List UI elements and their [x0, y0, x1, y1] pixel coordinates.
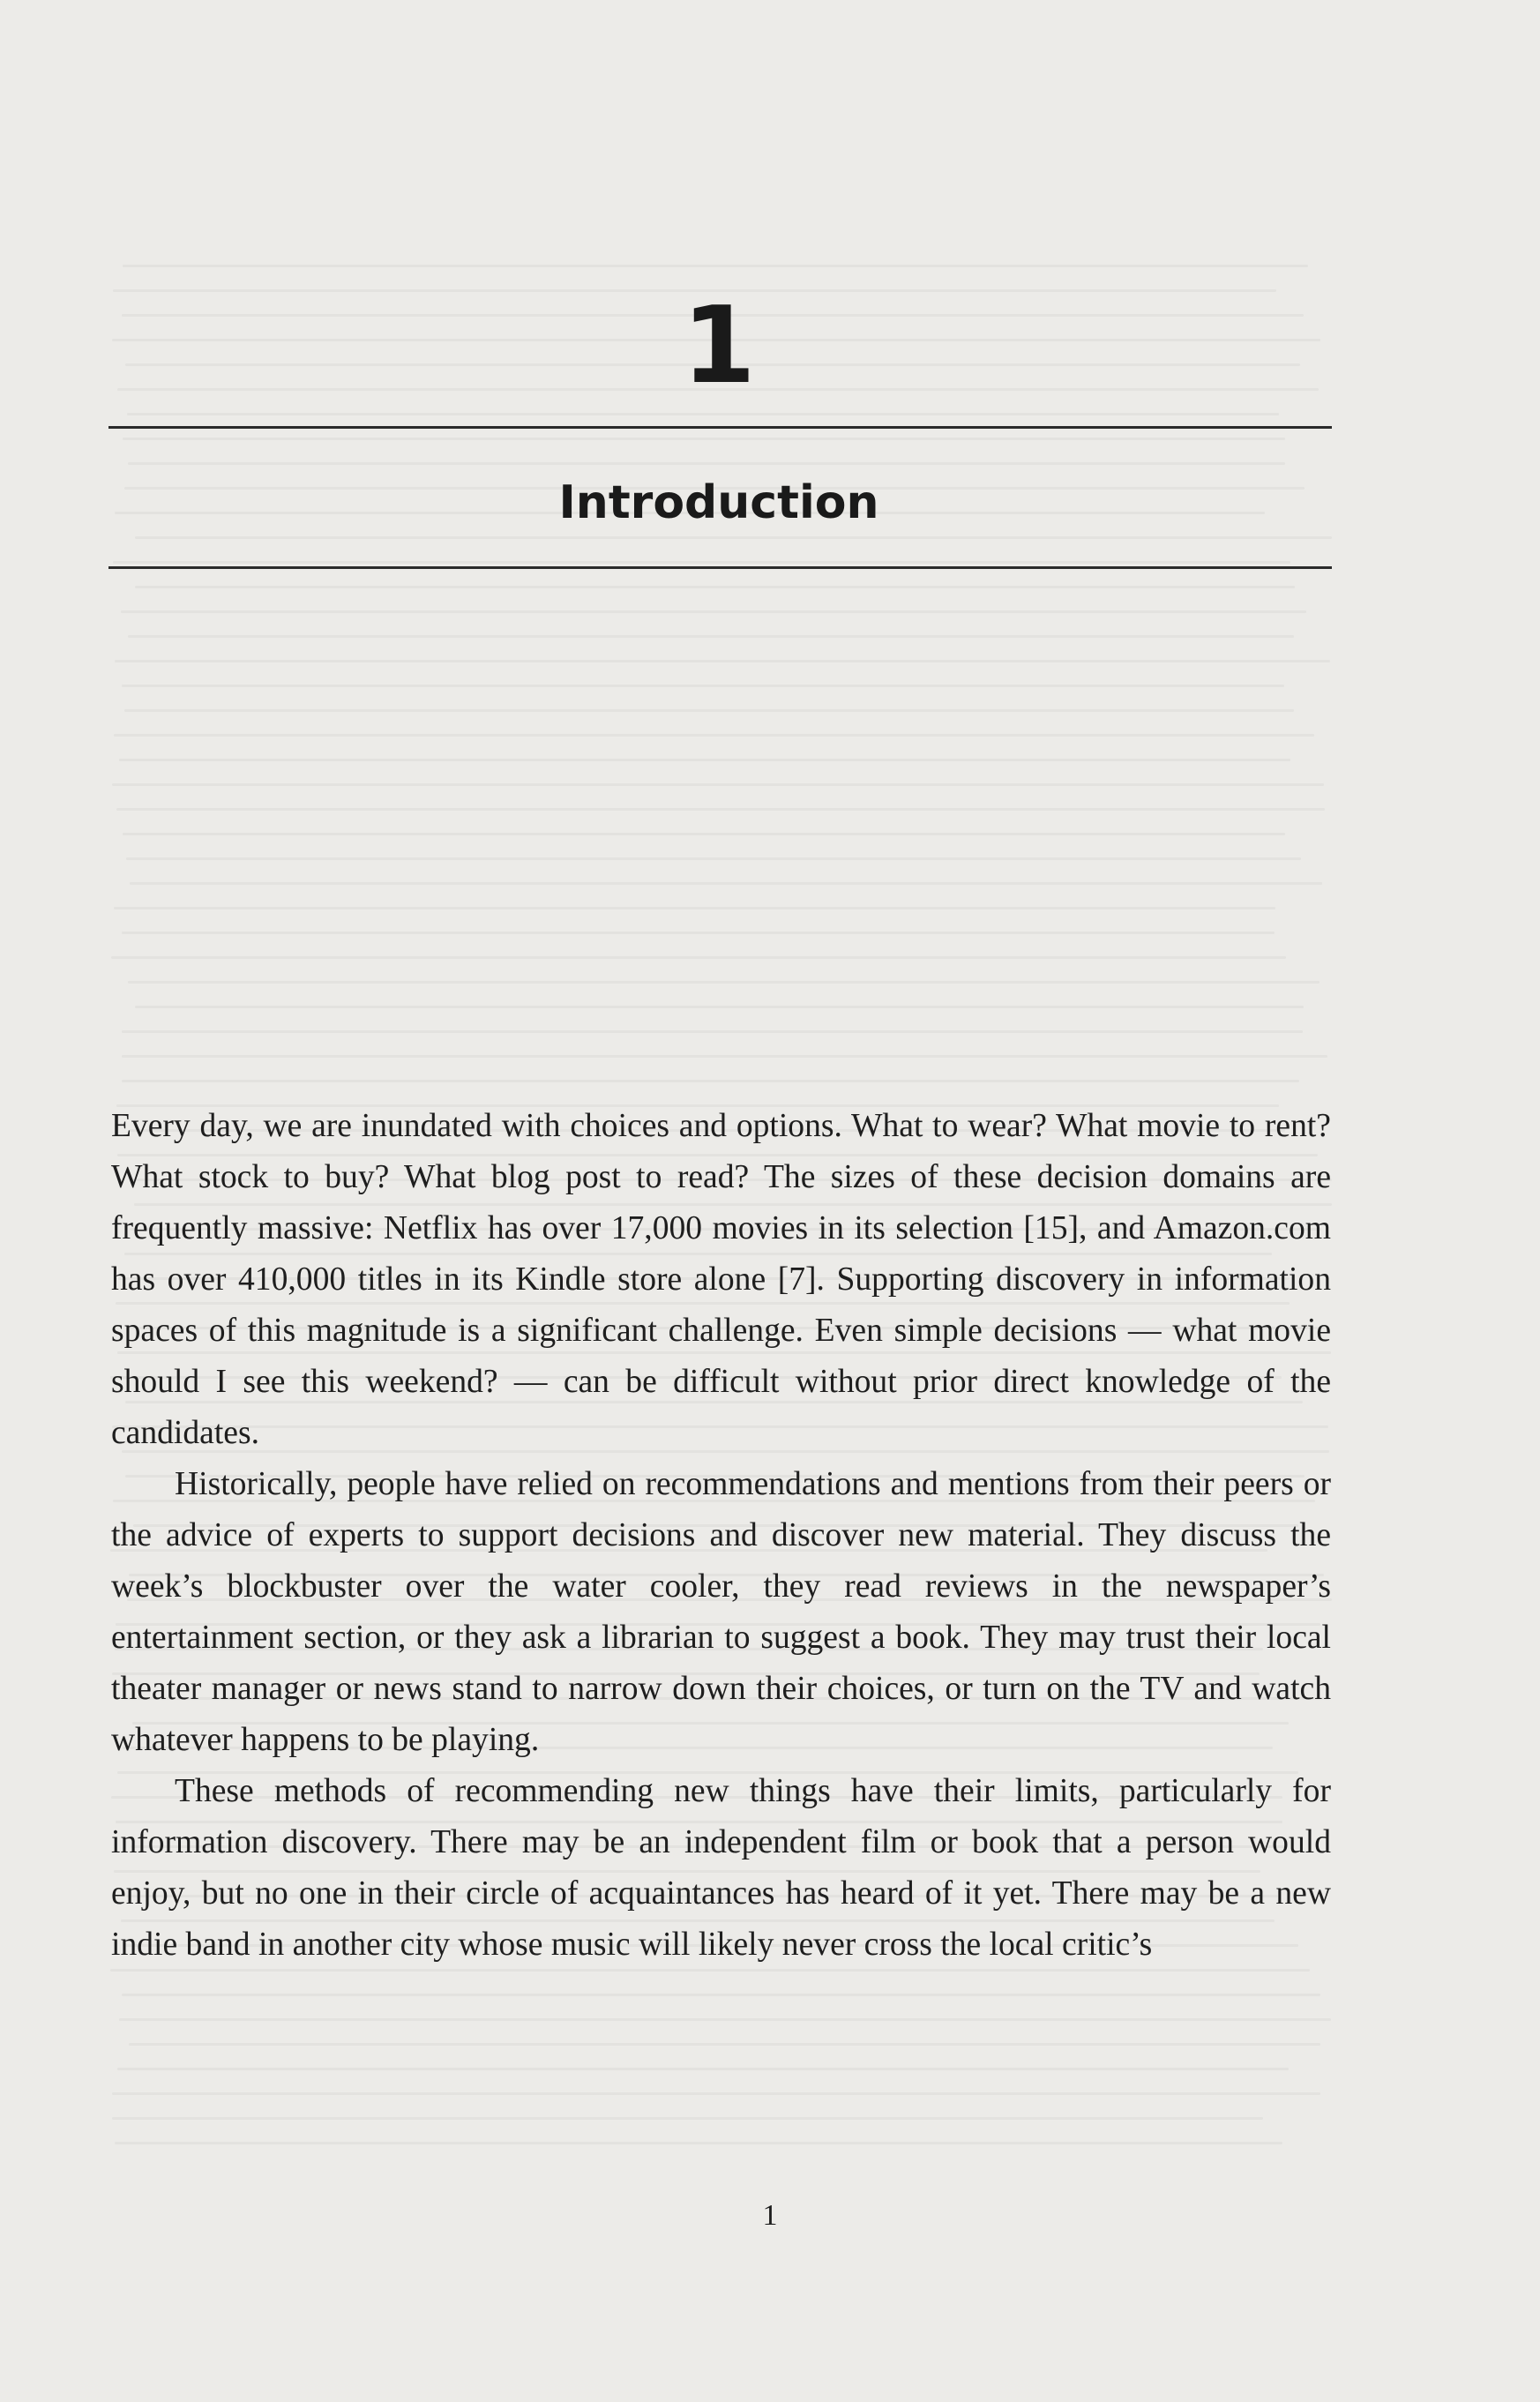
chapter-body: [111, 1101, 1331, 1971]
paragraph: These methods of recommending new things have their limits, particularly for information discovery. There may be an independent film or book that a person would enjoy, but no one in their circle of acquaintances has heard of it yet. There may be a new indie band in another city whose music will likely never cross the local critic’s: [111, 1773, 1331, 1963]
chapter-rule-bottom: [108, 566, 1332, 569]
chapter-rule-top: [108, 426, 1332, 429]
chapter-number: 1: [682, 285, 756, 408]
page-number: 1: [762, 2199, 778, 2232]
paragraph: Historically, people have relied on recommendations and mentions from their peers or the advice of experts to support decisions and discover new material. They discuss the week’s blockbuster over the water cooler, they read reviews in the newspaper’s entertainment section, or they ask a librarian to suggest a book. They may trust their local theater manager or news stand to narrow down their choices, or turn on the TV and watch whatever happens to be playing.: [111, 1466, 1331, 1758]
paragraph: Every day, we are inundated with choices and options. What to wear? What movie to rent? What stock to buy? What blog post to read? The sizes of these decision domains are frequently massive: Netflix has over 17,000 movies in its selection [15], and Amazon.com has over 410,000 titles in its Kindle store alone [7]. Supporting discovery in information spaces of this magnitude is a significant challenge. Even simple decisions — what movie should I see this weekend? — can be difficult without prior direct knowledge of the candidates.: [111, 1108, 1331, 1451]
chapter-title: Introduction: [558, 476, 879, 529]
